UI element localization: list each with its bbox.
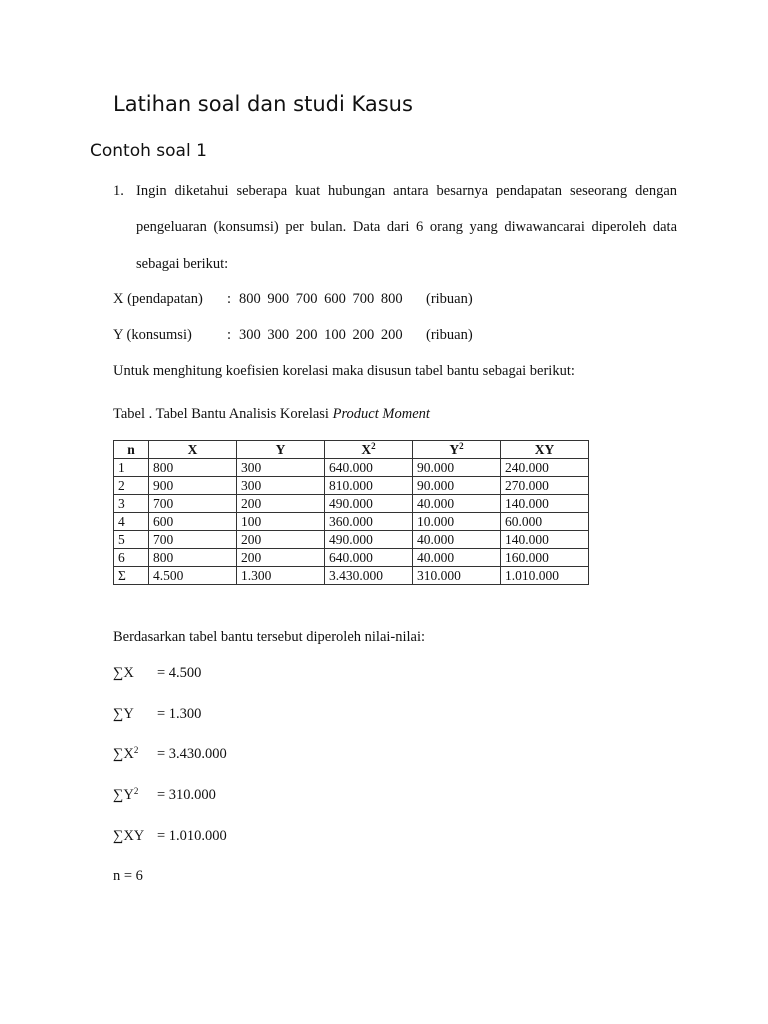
table-cell: 3.430.000: [325, 567, 413, 585]
table-header-row: [114, 441, 589, 459]
sum-exponent: 2: [133, 745, 139, 755]
table-cell: 1.010.000: [501, 567, 589, 585]
table-cell: 1: [114, 459, 149, 477]
table-cell: 40.000: [413, 495, 501, 513]
x-data-unit: (ribuan): [426, 291, 473, 307]
table-total-row: [114, 567, 589, 585]
question-line-2: pengeluaran (konsumsi) per bulan. Data dari 6 orang yang diwawancarai diperoleh data: [136, 219, 677, 235]
x-data-label: X (pendapatan): [113, 291, 203, 307]
table-cell: 200: [237, 549, 325, 567]
table-cell: 140.000: [501, 531, 589, 549]
y-data-values: 300 300 200 100 200 200: [239, 327, 403, 343]
table-cell: 300: [237, 459, 325, 477]
sum-y-squared-value: = 310.000: [157, 787, 216, 803]
table-cell: 800: [149, 459, 237, 477]
table-cell: 300: [237, 477, 325, 495]
question-line-3: sebagai berikut:: [136, 256, 229, 272]
header-y: Y: [237, 441, 325, 459]
table-cell: 810.000: [325, 477, 413, 495]
table-cell: 10.000: [413, 513, 501, 531]
y-data-label: Y (konsumsi): [113, 327, 192, 343]
table-cell: 360.000: [325, 513, 413, 531]
table-cell: 310.000: [413, 567, 501, 585]
sum-x-label: [113, 665, 134, 682]
header-x: X: [149, 441, 237, 459]
table-cell: 100: [237, 513, 325, 531]
table-caption-italic: Product Moment: [332, 406, 430, 422]
table-cell: 4: [114, 513, 149, 531]
n-value: n = 6: [113, 868, 143, 884]
table-cell: 60.000: [501, 513, 589, 531]
table-cell: 140.000: [501, 495, 589, 513]
table-cell: 200: [237, 531, 325, 549]
y-data-unit: (ribuan): [426, 327, 473, 343]
sum-x-value: = 4.500: [157, 665, 202, 681]
table-row: [114, 513, 589, 531]
header-y-squared-base: Y: [449, 442, 460, 457]
sum-label: ∑XY: [113, 828, 145, 844]
table-cell: 6: [114, 549, 149, 567]
header-x-squared: [325, 441, 413, 459]
table-cell: 160.000: [501, 549, 589, 567]
sum-y-squared-label: [113, 787, 138, 804]
sum-label: ∑X: [113, 746, 134, 762]
table-cell: 2: [114, 477, 149, 495]
table-row: [114, 531, 589, 549]
header-n: n: [114, 441, 149, 459]
table-cell: 1.300: [237, 567, 325, 585]
table-cell: 600: [149, 513, 237, 531]
page-title: Latihan soal dan studi Kasus: [113, 92, 413, 116]
sum-xy-value: = 1.010.000: [157, 828, 227, 844]
table-row: [114, 477, 589, 495]
header-x-squared-base: X: [361, 442, 372, 457]
table-cell: 90.000: [413, 477, 501, 495]
results-intro: Berdasarkan tabel bantu tersebut diperoleh nilai-nilai:: [113, 629, 426, 645]
sum-label: ∑Y: [113, 706, 134, 722]
intro-paragraph: Untuk menghitung koefisien korelasi maka disusun tabel bantu sebagai berikut:: [113, 363, 575, 379]
x-data-colon: :: [227, 291, 232, 307]
sum-x-squared-label: [113, 746, 138, 763]
sum-y-label: [113, 706, 134, 723]
table-cell: 4.500: [149, 567, 237, 585]
table-cell: 640.000: [325, 549, 413, 567]
table-row: [114, 459, 589, 477]
question-number: 1.: [113, 183, 124, 199]
header-y-squared-exp: 2: [459, 441, 464, 451]
header-xy: XY: [501, 441, 589, 459]
x-data-values: 800 900 700 600 700 800: [239, 291, 403, 307]
correlation-table: [113, 440, 589, 585]
header-x-squared-exp: 2: [371, 441, 376, 451]
table-cell: 40.000: [413, 549, 501, 567]
table-cell: 5: [114, 531, 149, 549]
table-cell: Σ: [114, 567, 149, 585]
section-heading: Contoh soal 1: [90, 141, 207, 161]
sum-x-squared-value: = 3.430.000: [157, 746, 227, 762]
table-cell: 200: [237, 495, 325, 513]
table-cell: 90.000: [413, 459, 501, 477]
table-row: [114, 495, 589, 513]
table-cell: 490.000: [325, 495, 413, 513]
table-cell: 40.000: [413, 531, 501, 549]
table-cell: 700: [149, 495, 237, 513]
table-row: [114, 549, 589, 567]
sum-label: ∑X: [113, 665, 134, 681]
header-y-squared: [413, 441, 501, 459]
table-caption: [113, 406, 430, 423]
y-data-colon: :: [227, 327, 232, 343]
sum-exponent: 2: [133, 786, 139, 796]
table-cell: 240.000: [501, 459, 589, 477]
table-cell: 270.000: [501, 477, 589, 495]
sum-xy-label: [113, 828, 144, 845]
table-caption-text: Tabel . Tabel Bantu Analisis Korelasi: [113, 406, 333, 422]
table-cell: 900: [149, 477, 237, 495]
table-cell: 490.000: [325, 531, 413, 549]
table-cell: 800: [149, 549, 237, 567]
table-cell: 640.000: [325, 459, 413, 477]
table-cell: 700: [149, 531, 237, 549]
sum-y-value: = 1.300: [157, 706, 202, 722]
question-line-1: Ingin diketahui seberapa kuat hubungan antara besarnya pendapatan seseorang dengan: [136, 183, 677, 199]
table-cell: 3: [114, 495, 149, 513]
sum-label: ∑Y: [113, 787, 134, 803]
